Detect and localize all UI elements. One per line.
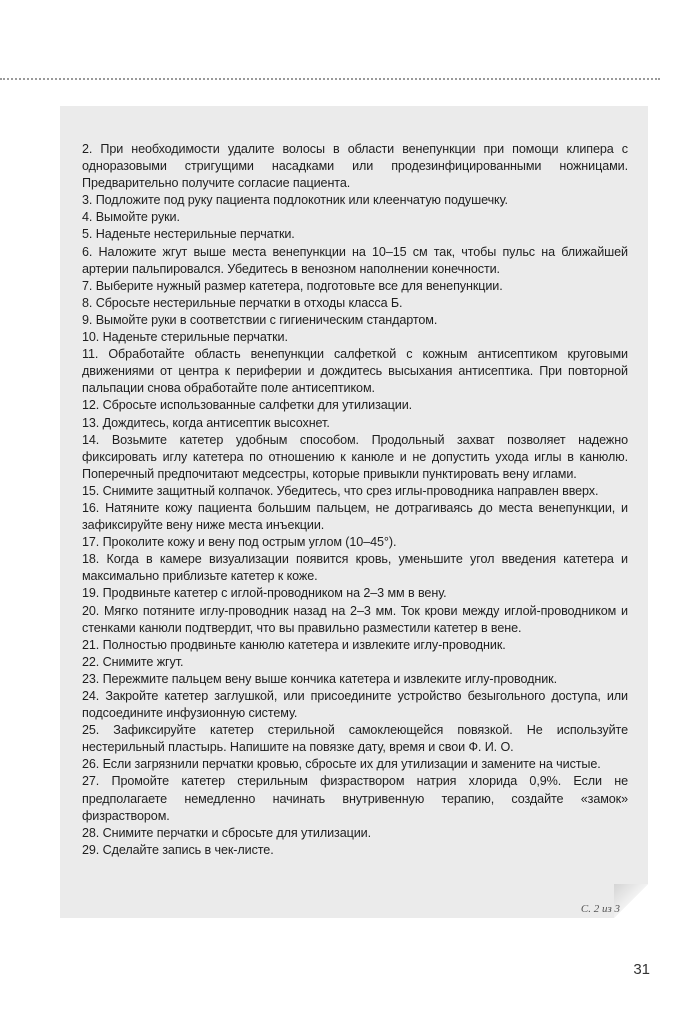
procedure-step: 8. Сбросьте нестерильные перчатки в отходы класса Б. xyxy=(82,295,403,310)
page-number: 31 xyxy=(633,961,650,978)
procedure-step: 13. Дождитесь, когда антисептик высохнет. xyxy=(82,415,330,430)
procedure-step: 11. Обработайте область венепункции салфеткой с кожным антисептиком круговыми движениями от центра к периферии и дождитесь высыхания антисептика. При повторной пальпации снова обработайте поле антисептиком. xyxy=(82,347,628,396)
procedure-step: 12. Сбросьте использованные салфетки для утилизации. xyxy=(82,398,413,413)
procedure-step: 20. Мягко потяните иглу-проводник назад на 2–3 мм. Ток крови между иглой-проводником и стенками канюли подтвердит, что вы правильно разместили катетер в вене. xyxy=(82,603,628,635)
procedure-step: 17. Проколите кожу и вену под острым углом (10–45°). xyxy=(82,535,397,550)
procedure-step: 3. Подложите под руку пациента подлокотник или клеенчатую подушечку. xyxy=(82,193,508,208)
procedure-step: 2. При необходимости удалите волосы в области венепункции при помощи клипера с одноразовыми стригущими насадками или продезинфицированными ножницами. Предварительно получите согласие пациента. xyxy=(82,142,628,191)
procedure-step: 25. Зафиксируйте катетер стерильной самоклеющейся повязкой. Не используйте нестерильный пластырь. Напишите на повязке дату, время и свои Ф. И. О. xyxy=(82,723,628,755)
procedure-step: 19. Продвиньте катетер с иглой-проводником на 2–3 мм в вену. xyxy=(82,586,447,601)
procedure-step: 9. Вымойте руки в соответствии с гигиеническим стандартом. xyxy=(82,312,438,327)
procedure-step: 24. Закройте катетер заглушкой, или присоедините устройство безыгольного доступа, или подсоедините инфузионную систему. xyxy=(82,689,628,721)
procedure-step: 22. Снимите жгут. xyxy=(82,654,184,669)
procedure-step: 4. Вымойте руки. xyxy=(82,210,180,225)
procedure-step: 26. Если загрязнили перчатки кровью, сбросьте их для утилизации и замените на чистые. xyxy=(82,757,601,772)
top-dotted-divider xyxy=(0,78,660,80)
procedure-step: 27. Промойте катетер стерильным физраствором натрия хлорида 0,9%. Если не предполагаете немедленно начинать внутривенную терапию, создайте «замок» физраствором. xyxy=(82,774,628,823)
procedure-step: 5. Наденьте нестерильные перчатки. xyxy=(82,227,295,242)
procedure-step: 18. Когда в камере визуализации появится кровь, уменьшите угол введения катетера и максимально приблизьте катетер к коже. xyxy=(82,552,628,584)
procedure-step: 28. Снимите перчатки и сбросьте для утилизации. xyxy=(82,825,371,840)
procedure-step: 29. Сделайте запись в чек-листе. xyxy=(82,842,274,857)
sheet-counter: С. 2 из 3 xyxy=(580,903,620,915)
procedure-step: 23. Пережмите пальцем вену выше кончика катетера и извлеките иглу-проводник. xyxy=(82,671,557,686)
procedure-step: 6. Наложите жгут выше места венепункции на 10–15 см так, чтобы пульс на ближайшей артерии пальпировался. Убедитесь в венозном наполнении конечности. xyxy=(82,244,628,276)
procedure-step: 16. Натяните кожу пациента большим пальцем, не дотрагиваясь до места венепункции, и зафиксируйте вену ниже места инъекции. xyxy=(82,500,628,533)
procedure-step: 10. Наденьте стерильные перчатки. xyxy=(82,330,288,345)
procedure-steps-list xyxy=(82,141,628,859)
procedure-step: 14. Возьмите катетер удобным способом. Продольный захват позволяет надежно фиксировать иглу катетера по отношению к канюле и не допустить ухода иглы в канюлю. Поперечный предпочитают медсестры, которые привыкли пунктировать вену иглами. xyxy=(82,432,628,481)
procedure-step: 7. Выберите нужный размер катетера, подготовьте все для венепункции. xyxy=(82,278,503,293)
procedure-step: 21. Полностью продвиньте канюлю катетера и извлеките иглу-проводник. xyxy=(82,637,506,652)
procedure-step: 15. Снимите защитный колпачок. Убедитесь, что срез иглы-проводника направлен вверх. xyxy=(82,483,599,498)
